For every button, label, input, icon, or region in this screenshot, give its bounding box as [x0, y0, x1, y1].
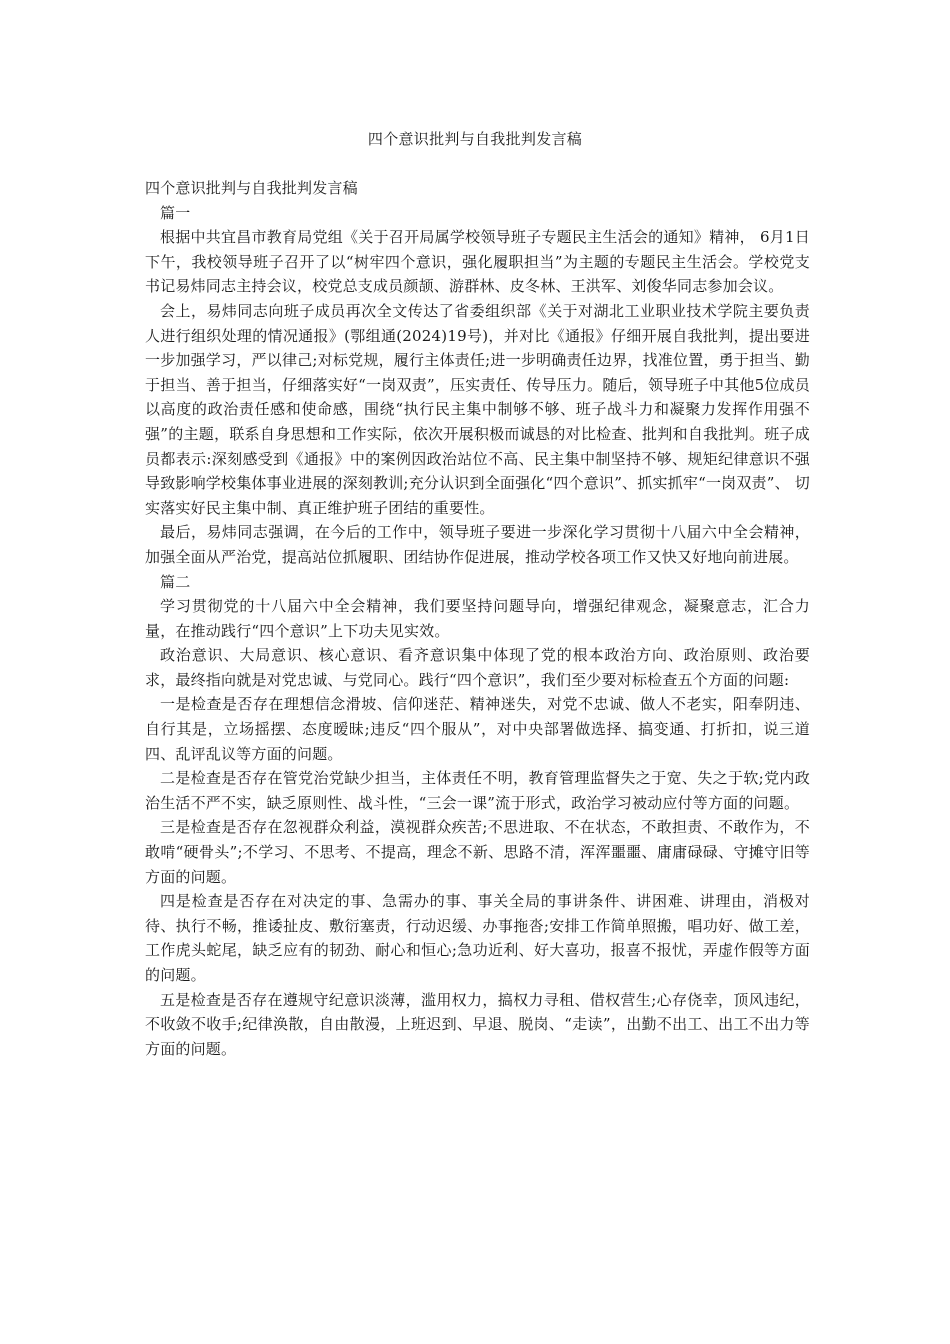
document-body: [145, 176, 810, 1061]
paragraph: 学习贯彻党的十八届六中全会精神，我们要坚持问题导向，增强纪律观念，凝聚意志，汇合力量，在推动践行“四个意识”上下功夫见实效。: [145, 597, 810, 640]
section-heading-1: 篇一: [160, 203, 191, 222]
document-subtitle: 四个意识批判与自我批判发言稿: [145, 179, 358, 197]
paragraph: 四是检查是否存在对决定的事、急需办的事、事关全局的事讲条件、讲困难、讲理由，消极对待、执行不畅，推诿扯皮、敷衍塞责，行动迟缓、办事拖沓;安排工作简单照搬，唱功好、做工差，工作虎头蛇尾，缺乏应有的韧劲、耐心和恒心;急功近利、好大喜功，报喜不报忧，弄虚作假等方面的问题。: [145, 892, 810, 984]
section-heading-2: 篇二: [160, 572, 191, 591]
paragraph: 根据中共宜昌市教育局党组《关于召开局属学校领导班子专题民主生活会的通知》精神， 6月1日下午，我校领导班子召开了以“树牢四个意识，强化履职担当”为主题的专题民主生活会。学校党支书记易炜同志主持会议，校党总支成员颜颉、游群林、皮冬林、王洪军、刘俊华同志参加会议。: [145, 228, 810, 296]
paragraph: 会上，易炜同志向班子成员再次全文传达了省委组织部《关于对湖北工业职业技术学院主要负责人进行组织处理的情况通报》(鄂组通(2024)19号)，并对比《通报》仔细开展自我批判，提出要进一步加强学习，严以律己;对标党规，履行主体责任;进一步明确责任边界，找准位置，勇于担当、勤于担当、善于担当，仔细落实好“一岗双责”，压实责任、传导压力。随后，领导班子中其他5位成员以高度的政治责任感和使命感，围绕“执行民主集中制够不够、班子战斗力和凝聚力发挥作用强不强”的主题，联系自身思想和工作实际，依次开展积极而诚恳的对比检查、批判和自我批判。班子成员都表示:深刻感受到《通报》中的案例因政治站位不高、民主集中制坚持不够、规矩纪律意识不强导致影响学校集体事业进展的深刻教训;充分认识到全面强化“四个意识”、抓实抓牢“一岗双责”、 切实落实好民主集中制、真正维护班子团结的重要性。: [145, 301, 810, 517]
paragraph: 一是检查是否存在理想信念滑坡、信仰迷茫、精神迷失，对党不忠诚、做人不老实，阳奉阴违、自行其是，立场摇摆、态度暧昧;违反“四个服从”，对中央部署做选择、搞变通、打折扣，说三道四、乱评乱议等方面的问题。: [145, 695, 810, 763]
paragraph: 五是检查是否存在遵规守纪意识淡薄，滥用权力，搞权力寻租、借权营生;心存侥幸，顶风违纪，不收敛不收手;纪律涣散，自由散漫，上班迟到、早退、脱岗、“走读”，出勤不出工、出工不出力等方面的问题。: [145, 990, 810, 1058]
paragraph: 政治意识、大局意识、核心意识、看齐意识集中体现了党的根本政治方向、政治原则、政治要求，最终指向就是对党忠诚、与党同心。践行“四个意识”，我们至少要对标检查五个方面的问题:: [145, 646, 810, 689]
paragraph: 二是检查是否存在管党治党缺少担当，主体责任不明，教育管理监督失之于宽、失之于软;党内政治生活不严不实，缺乏原则性、战斗性，“三会一课”流于形式，政治学习被动应付等方面的问题。: [145, 769, 810, 812]
paragraph: 三是检查是否存在忽视群众利益，漠视群众疾苦;不思进取、不在状态，不敢担责、不敢作为，不敢啃“硬骨头”;不学习、不思考、不提高，理念不新、思路不清，浑浑噩噩、庸庸碌碌、守摊守旧等方面的问题。: [145, 818, 810, 886]
document-title: 四个意识批判与自我批判发言稿: [367, 130, 583, 148]
paragraph: 最后，易炜同志强调，在今后的工作中，领导班子要进一步深化学习贯彻十八届六中全会精神，加强全面从严治党，提高站位抓履职、团结协作促进展，推动学校各项工作又快又好地向前进展。: [145, 523, 810, 566]
